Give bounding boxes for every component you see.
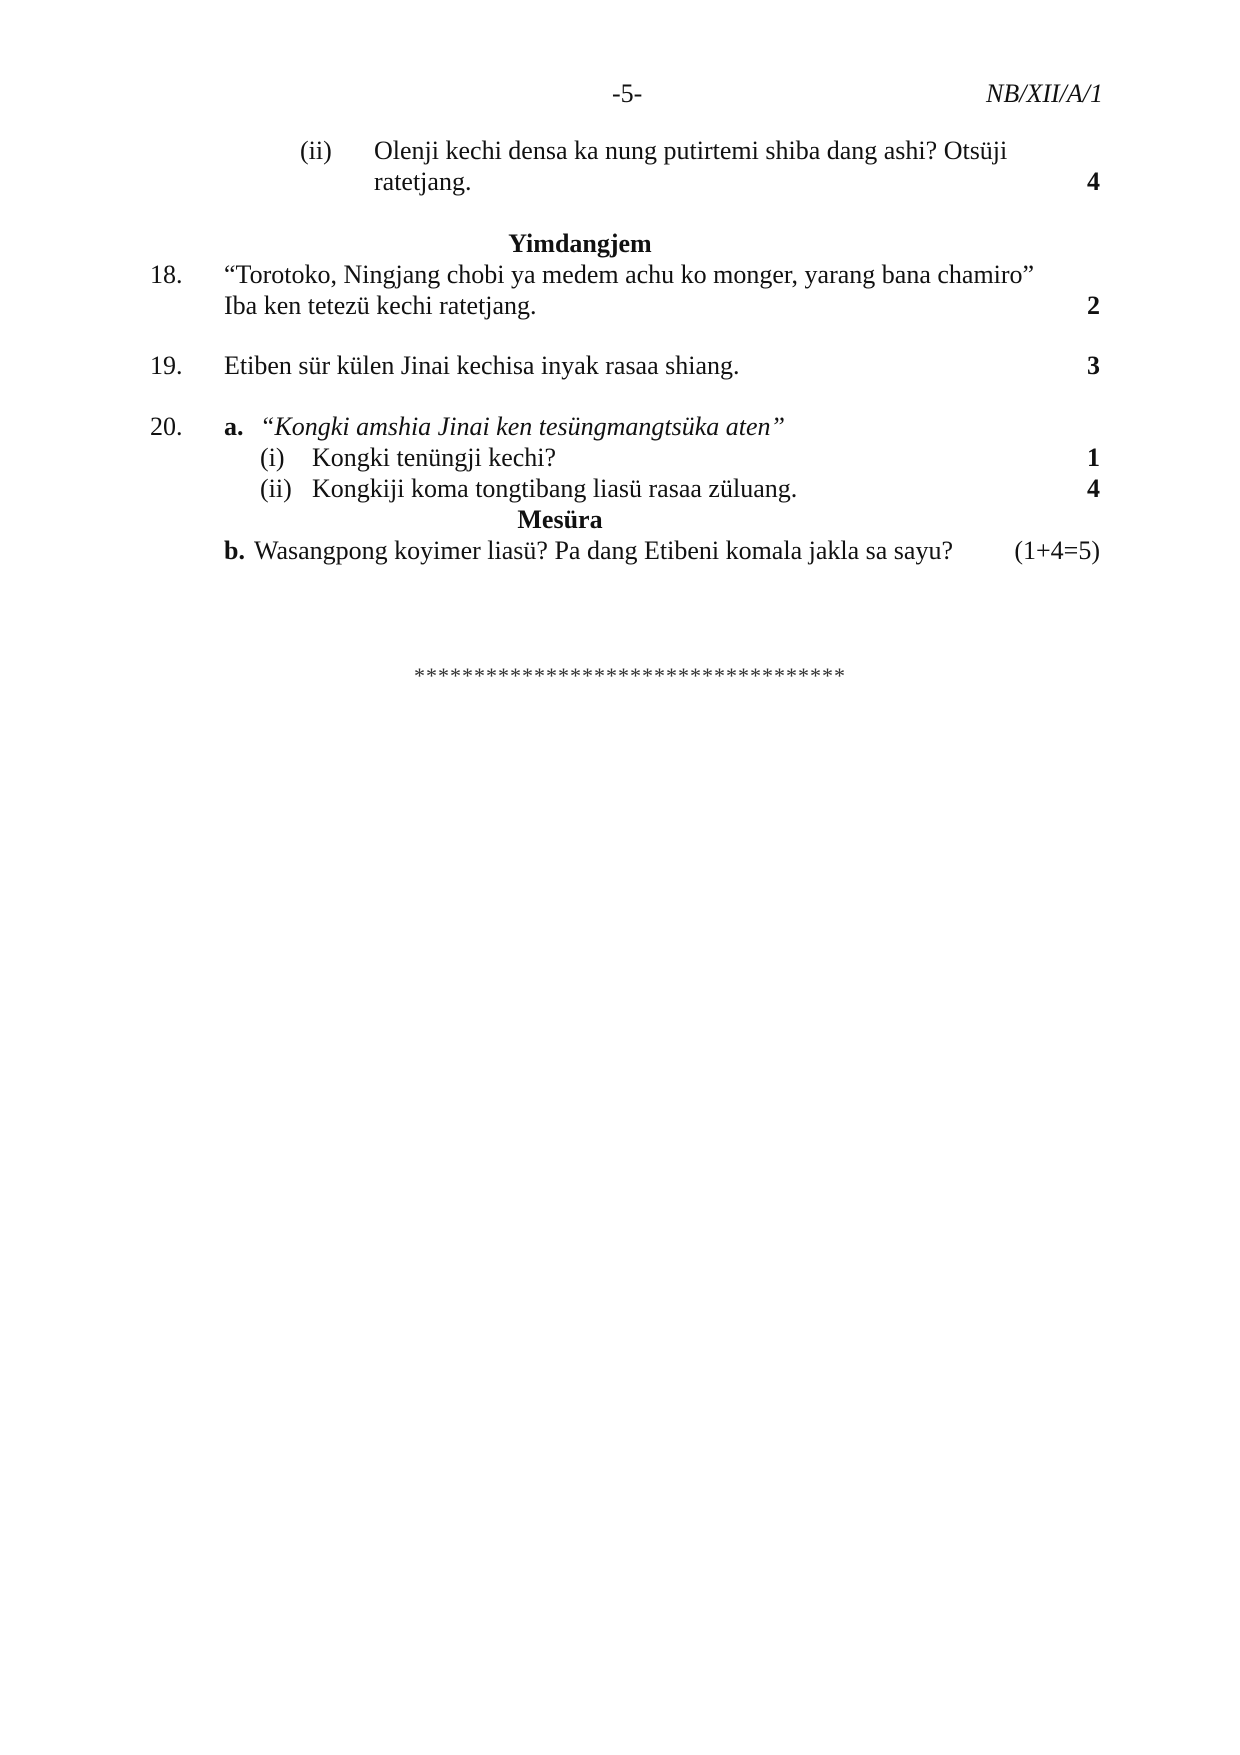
document-code: NB/XII/A/1 (986, 79, 1103, 108)
question-ii-label: (ii) (300, 136, 332, 165)
question-20a-sub-i-text: Kongki tenüngji kechi? (312, 443, 557, 472)
question-20a-sub-i-label: (i) (260, 443, 285, 472)
question-18-marks: 2 (1087, 291, 1100, 320)
question-ii-marks: 4 (1087, 167, 1100, 196)
question-19-number: 19. (150, 351, 183, 380)
question-19-text: Etiben sür külen Jinai kechisa inyak rasaa shiang. (224, 351, 740, 380)
question-20a-quote: “Kongki amshia Jinai ken tesüngmangtsüka aten” (260, 412, 786, 441)
section-heading-mesura: Mesüra (517, 505, 603, 534)
question-20b-text: Wasangpong koyimer liasü? Pa dang Etibeni komala jakla sa sayu? (254, 536, 953, 565)
question-20-number: 20. (150, 412, 183, 441)
question-ii-text-line2: ratetjang. (374, 167, 472, 196)
question-20a-sub-ii-label: (ii) (260, 474, 292, 503)
question-20a-sub-ii-text: Kongkiji koma tongtibang liasü rasaa züluang. (312, 474, 798, 503)
question-20a-sub-i-marks: 1 (1087, 443, 1100, 472)
question-18-text-line2: Iba ken tetezü kechi ratetjang. (224, 291, 537, 320)
section-heading-yimdangjem: Yimdangjem (508, 229, 652, 258)
question-20a-label: a. (224, 412, 244, 441)
end-of-paper-divider: ************************************ (414, 663, 846, 688)
question-ii-text-line1: Olenji kechi densa ka nung putirtemi shiba dang ashi? Otsüji (374, 136, 1008, 165)
question-18-text-line1: “Torotoko, Ningjang chobi ya medem achu ko monger, yarang bana chamiro” (224, 260, 1035, 289)
page-number: -5- (612, 79, 643, 108)
question-18-number: 18. (150, 260, 183, 289)
question-20b-marks: (1+4=5) (1014, 536, 1100, 565)
question-20a-sub-ii-marks: 4 (1087, 474, 1100, 503)
question-20b-label: b. (224, 536, 245, 565)
question-19-marks: 3 (1087, 351, 1100, 380)
